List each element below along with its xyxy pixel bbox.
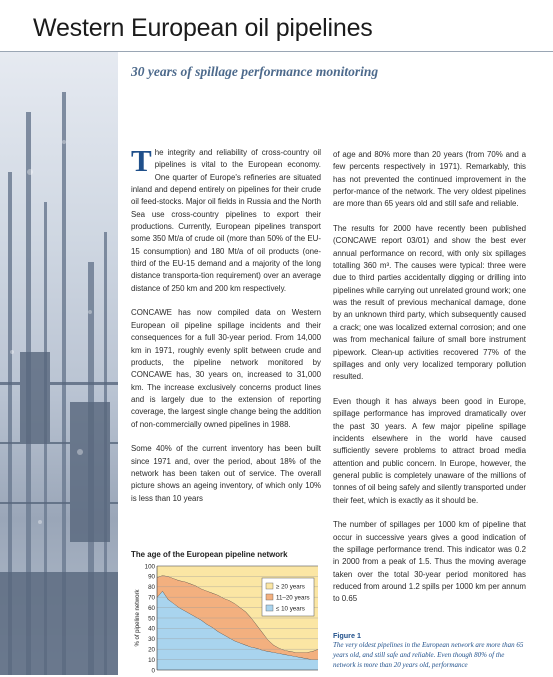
age-chart-plot — [131, 562, 324, 677]
legend-swatch — [266, 594, 273, 600]
legend-swatch — [266, 583, 273, 589]
legend-label: ≤ 10 years — [276, 605, 305, 613]
y-tick-label: 70 — [148, 594, 155, 602]
y-tick-label: 20 — [148, 646, 155, 654]
figure-label: Figure 1 — [333, 631, 361, 640]
y-axis-label: % of pipeline network — [135, 589, 141, 647]
y-tick-label: 50 — [148, 615, 155, 623]
y-tick-label: 30 — [148, 636, 155, 644]
paragraph: of age and 80% more than 20 years (from 70% and a few percents respectively in 1971). Remarkably, this has not prevented the continued improvement in the perfor-mance of the network. The very oldest pipelines are more than 65 years old and still safe and reliable. — [333, 150, 526, 209]
page-subtitle: 30 years of spillage performance monitoring — [131, 64, 379, 79]
paragraph: Even though it has always been good in Europe, spillage performance has improved dramatically over the past 30 years. A few major pipeline spillage incidents elsewhere in the world have caused sufficiently severe problems to attract broad media attention and public concern. In Europe, however, the general public is completely unaware of the millions of tonnes of oil being safely and silently transported under their feet, which is exactly as it should be. — [333, 396, 527, 505]
figure-caption-text: The very oldest pipelines in the European network are more than 65 years old, and still safe and reliable. Even though 80% of the network is more than 20 years old, performance — [333, 641, 524, 669]
y-tick-label: 80 — [148, 584, 155, 592]
paragraph: CONCAWE has now compiled data on Western European oil pipeline spillage incidents and their consequences for a full 30-year period. From 14,000 km in 1971, roughly evenly split between crude and products, the pipeline network monitored by CONCAWE has, 30 years on, increased to 31,000 km. The increase exclusively concerns product lines and is largely due to the extension of reporting coverage, the largest single change being the addition of non-commercially owned pipelines in 1988. — [131, 308, 321, 429]
y-tick-label: 90 — [148, 573, 155, 581]
y-tick-label: 100 — [144, 563, 155, 571]
page-title: Western European oil pipelines — [33, 14, 373, 42]
intro-paragraph: The integrity and reliability of cross-country oil pipelines is vital to the European economy. One quarter of Europe's refineries are situated inland and depend entirely on pipelines for their crude oil feed-stocks. Major oil fields in Russia and the North Sea use cross-country pipelines to export their productions. Currently, European pipelines transport some 350 Mt/a of crude oil (more than 50% of the EU-15 consumption) and 180 Mt/a of oil products (one-third of the EU-15 demand and a majority of the long distance transporta-tion requirement) over an average distance of 250 km and 200 km respectively. — [131, 143, 321, 293]
legend-label: ≥ 20 years — [276, 583, 305, 591]
y-tick-label: 0 — [151, 667, 155, 675]
y-tick-label: 60 — [148, 604, 155, 612]
paragraph: The number of spillages per 1000 km of pipeline that occur in successive years gives a good indication of the spillage performance trend. This indicator was 0.2 in 2000 from a peak of 1.5. Thus the moving average taken over the total 30-year period monitored has reduced from around 1.2 spills per 1000 km per annum to 0.65 — [333, 520, 526, 604]
paragraph: Some 40% of the current inventory has been built since 1971 and, over the period, about 18% of the network has been taken out of service. The overall picture shows an ageing inventory, of which only 10% is less than 10 years — [131, 444, 321, 503]
refinery-photo — [0, 52, 118, 675]
paragraph: The results for 2000 have recently been published (CONCAWE report 03/01) and show the best ever annual performance on record, with only six spillages totalling 360 m³. The causes were typical: three were due to third parties accidentally digging or drilling into pipelines while carrying out unrelated ground work; one was the result of previous mechanical damage, done by an unknown third party, which subsequently caused a crack; one was localized external corrosion; and one was from mechanical failure of small bore instrument pipework. Clean-up activities recovered 77% of the spillages and only very localized temporary pollution resulted. — [333, 224, 526, 382]
y-tick-label: 40 — [148, 625, 155, 633]
text-column-left — [131, 143, 321, 517]
drop-cap: T — [131, 143, 152, 178]
legend-swatch — [266, 605, 273, 611]
refinery-silhouette-illustration — [0, 52, 118, 675]
legend-label: 11–20 years — [276, 594, 310, 602]
chart-title: The age of the European pipeline network — [131, 550, 288, 559]
y-tick-label: 10 — [148, 656, 155, 664]
figure-caption — [333, 631, 526, 670]
text-column-right — [333, 149, 526, 618]
age-chart — [131, 550, 324, 675]
